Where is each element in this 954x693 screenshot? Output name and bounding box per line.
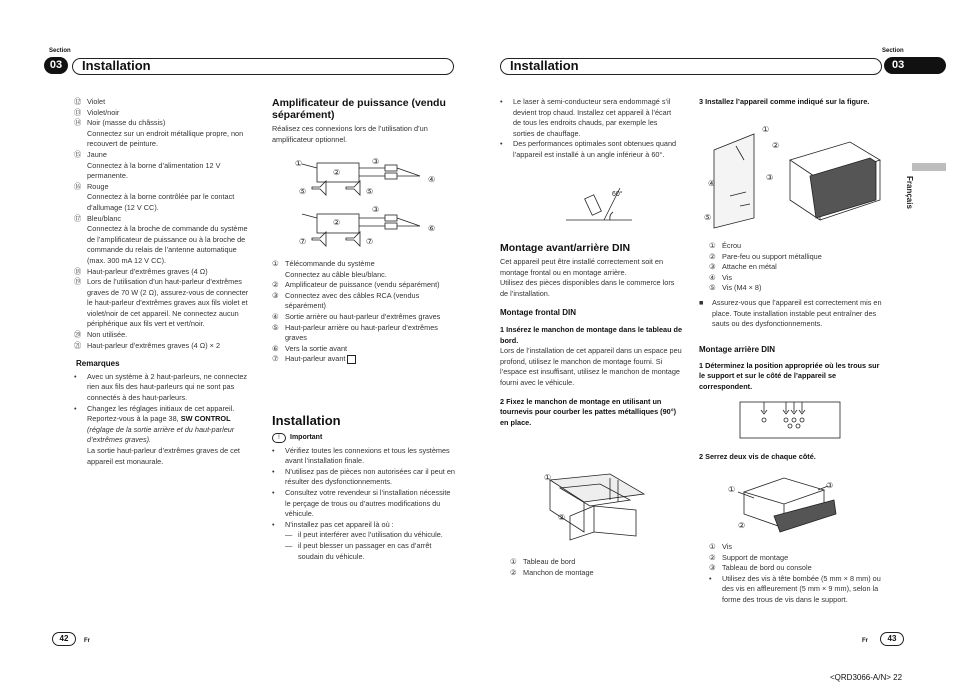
list-item: Connectez à la borne d’alimentation 12 V permanente. — [87, 160, 221, 181]
diagram-label: ④ — [708, 179, 716, 188]
laser-warnings — [500, 97, 680, 161]
diagram-label: ④ — [428, 175, 436, 184]
list-item: • Des performances optimales sont obtenues quand l’appareil est installé à un angle inférieur à 60°. — [500, 139, 677, 159]
list-item: ⑥ Vers la sortie avant — [272, 343, 348, 353]
hole-alignment-diagram — [738, 398, 843, 442]
arriere-step2: 2 Serrez deux vis de chaque côté. — [699, 452, 816, 461]
list-item: • Utilisez des vis à tête bombée (5 mm × 8 mm) ou des vis en affleurement (5 mm × 9 mm), selon la forme des trous de vis dans le support. — [709, 573, 881, 604]
step1-text: Lors de l’installation de cet appareil dans un espace peu profond, utilisez le manchon de montage fourni. Si l’espace est insuffisant, utilisez le manchon de montage fourni avec le véhicule. — [500, 346, 682, 387]
stability-note — [699, 298, 884, 330]
montage-section — [500, 242, 683, 428]
list-item: ② Support de montage — [709, 552, 789, 562]
language-tab — [912, 163, 946, 171]
installation-section — [272, 413, 457, 562]
amp-legend — [272, 259, 457, 365]
language-label-wrap — [902, 176, 916, 226]
list-item: ② Pare-feu ou support métallique — [709, 251, 822, 261]
list-item: • Consultez votre revendeur si l’installation nécessite le perçage de trous ou d’autres modifications du véhicule. — [272, 487, 451, 519]
warning-icon: ! — [272, 433, 286, 443]
diagram-label: ⑤ — [704, 213, 712, 222]
list-item: ⑮ Jaune — [74, 149, 107, 159]
diagram-label: ⑥ — [428, 224, 436, 233]
step2-title: 2 Fixez le manchon de montage en utilisant un tournevis pour courber les pattes métalliques (90°) en place. — [500, 396, 677, 427]
list-item: ④ Vis — [709, 272, 733, 282]
diagram-label: ③ — [826, 481, 834, 490]
list-item: ③ Connectez avec des câbles RCA (vendus séparément) — [272, 290, 420, 311]
montage-heading: Montage avant/arrière DIN — [500, 242, 631, 254]
section-label-right: Section — [882, 48, 904, 54]
speaker-symbol-icon — [347, 355, 356, 364]
list-item: ■ Assurez-vous que l’appareil est correctement mis en place. Toute installation instable peut entraîner des sauts ou des dysfonctionnements. — [699, 298, 882, 329]
sleeve-legend — [510, 557, 680, 578]
montage-text-2: Utilisez des pièces disponibles dans le commerce lors de l’installation. — [500, 278, 675, 298]
right-page-title: Installation — [510, 58, 579, 73]
list-item: • Vérifiez toutes les connexions et tous les systèmes avant l’installation finale. — [272, 445, 450, 466]
list-item: ⑲ Lors de l’utilisation d’un haut-parleur d’extrêmes graves de 70 W (2 Ω), assurez-vous de connecter le haut-parleur d’extrêmes graves aux fils violet et violet/noir de cet appareil. Ne connectez aucun périphérique aux fils vert et vert/noir. — [74, 277, 249, 329]
list-item: Connectez sur un endroit métallique propre, non recouvert de peinture. — [87, 128, 244, 149]
diagram-label: ② — [333, 218, 341, 227]
list-item: ① Télécommande du système — [272, 259, 375, 268]
list-item: Connectez au câble bleu/blanc. — [285, 269, 387, 279]
diagram-label: ② — [738, 521, 746, 530]
right-page-number: 43 — [880, 632, 904, 646]
left-page-lang: Fr — [84, 638, 90, 644]
list-item: ⑭ Noir (masse du châssis) — [74, 118, 166, 128]
list-item: — il peut interférer avec l’utilisation du véhicule. — [285, 530, 443, 540]
arriere-step1: 1 Déterminez la position appropriée où les trous sur le support et sur le côté de l’appareil se correspondent. — [699, 360, 880, 391]
angle-label: 60° — [612, 191, 623, 198]
arriere-section — [699, 345, 884, 392]
diagram-label: ⑦ — [366, 237, 374, 246]
diagram-label: ⑤ — [366, 187, 374, 196]
right-page-lang: Fr — [862, 638, 868, 644]
diagram-label: ③ — [372, 205, 380, 214]
document-code: <QRD3066-A/N> 22 — [830, 673, 903, 682]
list-item: ⑬ Violet/noir — [74, 107, 120, 117]
list-item: ③ Tableau de bord ou console — [709, 563, 812, 573]
list-item: Connectez à la borne contrôlée par le contact d’allumage (12 V CC). — [87, 192, 235, 212]
list-item: ④ Sortie arrière ou haut-parleur d’extrêmes graves — [272, 311, 441, 321]
list-item: ⑫ Violet — [74, 97, 106, 106]
list-item: ⑤ Vis (M4 × 8) — [709, 283, 762, 293]
rear-legend — [709, 542, 884, 606]
list-item: • Avec un système à 2 haut-parleurs, ne connectez rien aux fils des haut-parleurs qui ne sont pas connectés à des haut-parleurs. — [74, 371, 248, 403]
step3-title: 3 Installez l’appareil comme indiqué sur la figure. — [699, 97, 870, 106]
left-page-number: 42 — [52, 632, 76, 646]
montage-text-1: Cet appareil peut être installé correctement soit en montage frontal ou en montage arrière. — [500, 257, 664, 277]
list-item: — il peut blesser un passager en cas d’arrêt soudain du véhicule. — [285, 540, 432, 561]
list-item: Connectez à la broche de commande du système de l’amplificateur de puissance ou à la broche de commande du relais de l’antenne automatique (max. 300 mA 12 V CC). — [87, 224, 248, 265]
installation-heading: Installation — [272, 413, 341, 428]
diagram-label: ③ — [766, 173, 774, 182]
section-number-badge: 03 — [44, 57, 68, 74]
unit-legend — [709, 241, 884, 294]
list-item: ⑱ Haut-parleur d’extrêmes graves (4 Ω) — [74, 266, 208, 276]
angle-diagram — [560, 182, 640, 224]
language-label: Français — [905, 176, 914, 209]
list-item: ① Tableau de bord — [510, 557, 576, 566]
important-label: Important — [290, 434, 323, 441]
section-label: Section — [49, 48, 71, 54]
amp-intro: Réalisez ces connexions lors de l’utilisation d’un amplificateur optionnel. — [272, 124, 428, 144]
list-item: ⑦ Haut-parleur avant — [272, 354, 457, 365]
diagram-label: ① — [295, 159, 303, 168]
sleeve-diagram — [540, 470, 650, 555]
list-item: ⑤ Haut-parleur arrière ou haut-parleur d’extrêmes graves — [272, 322, 438, 343]
important-row — [272, 433, 457, 444]
install-unit-diagram — [700, 120, 885, 230]
rear-mount-diagram — [724, 470, 844, 540]
wire-color-list — [74, 97, 254, 467]
step1-title: 1 Insérez le manchon de montage dans le tableau de bord. — [500, 324, 683, 345]
diagram-label: ② — [333, 168, 341, 177]
diagram-label: ⑦ — [299, 237, 307, 246]
list-item: • N’installez pas cet appareil là où : — [272, 519, 394, 529]
list-item: ③ Attache en métal — [709, 262, 777, 272]
arriere-heading: Montage arrière DIN — [699, 345, 776, 354]
diagram-label: ⑤ — [299, 187, 307, 196]
list-item: ② Amplificateur de puissance (vendu séparément) — [272, 280, 440, 290]
list-item: ⑰ Bleu/blanc — [74, 213, 122, 223]
list-item: ㉑ Haut-parleur d’extrêmes graves (4 Ω) × 2 — [74, 340, 221, 350]
list-item: • N’utilisez pas de pièces non autorisées car il peut en résulter des dysfonctionnements. — [272, 466, 455, 487]
amp-heading: Amplificateur de puissance (vendu séparément) — [272, 97, 446, 121]
list-item: ① Vis — [709, 542, 733, 551]
diagram-label: ① — [544, 473, 552, 482]
amp-section — [272, 97, 457, 145]
left-page-title: Installation — [82, 58, 151, 73]
amplifier-diagram — [290, 154, 450, 250]
diagram-label: ① — [728, 485, 736, 494]
list-item: ① Écrou — [709, 241, 742, 250]
diagram-label: ② — [772, 141, 780, 150]
section-number-badge-right: 03 — [884, 57, 946, 74]
frontal-heading: Montage frontal DIN — [500, 308, 576, 318]
diagram-label: ② — [558, 513, 566, 522]
list-item: • Changez les réglages initiaux de cet appareil. Reportez-vous à la page 38, SW CONTROL (réglage de la sortie arrière et du haut-parleur d’extrêmes graves). La sortie haut-parleur d’extrêmes graves de cet appareil est monaurale. — [74, 403, 240, 466]
remarques-heading: Remarques — [76, 359, 120, 369]
list-item: • Le laser à semi-conducteur sera endommagé s’il devient trop chaud. Installez cet appareil à l’écart de tous les endroits chauds, par exemple les sorties de chauffage. — [500, 97, 672, 138]
list-item: ⑯ Rouge — [74, 181, 109, 191]
list-item: ② Manchon de montage — [510, 567, 594, 577]
list-item: ⑳ Non utilisée. — [74, 330, 128, 340]
diagram-label: ③ — [372, 157, 380, 166]
diagram-label: ① — [762, 125, 770, 134]
